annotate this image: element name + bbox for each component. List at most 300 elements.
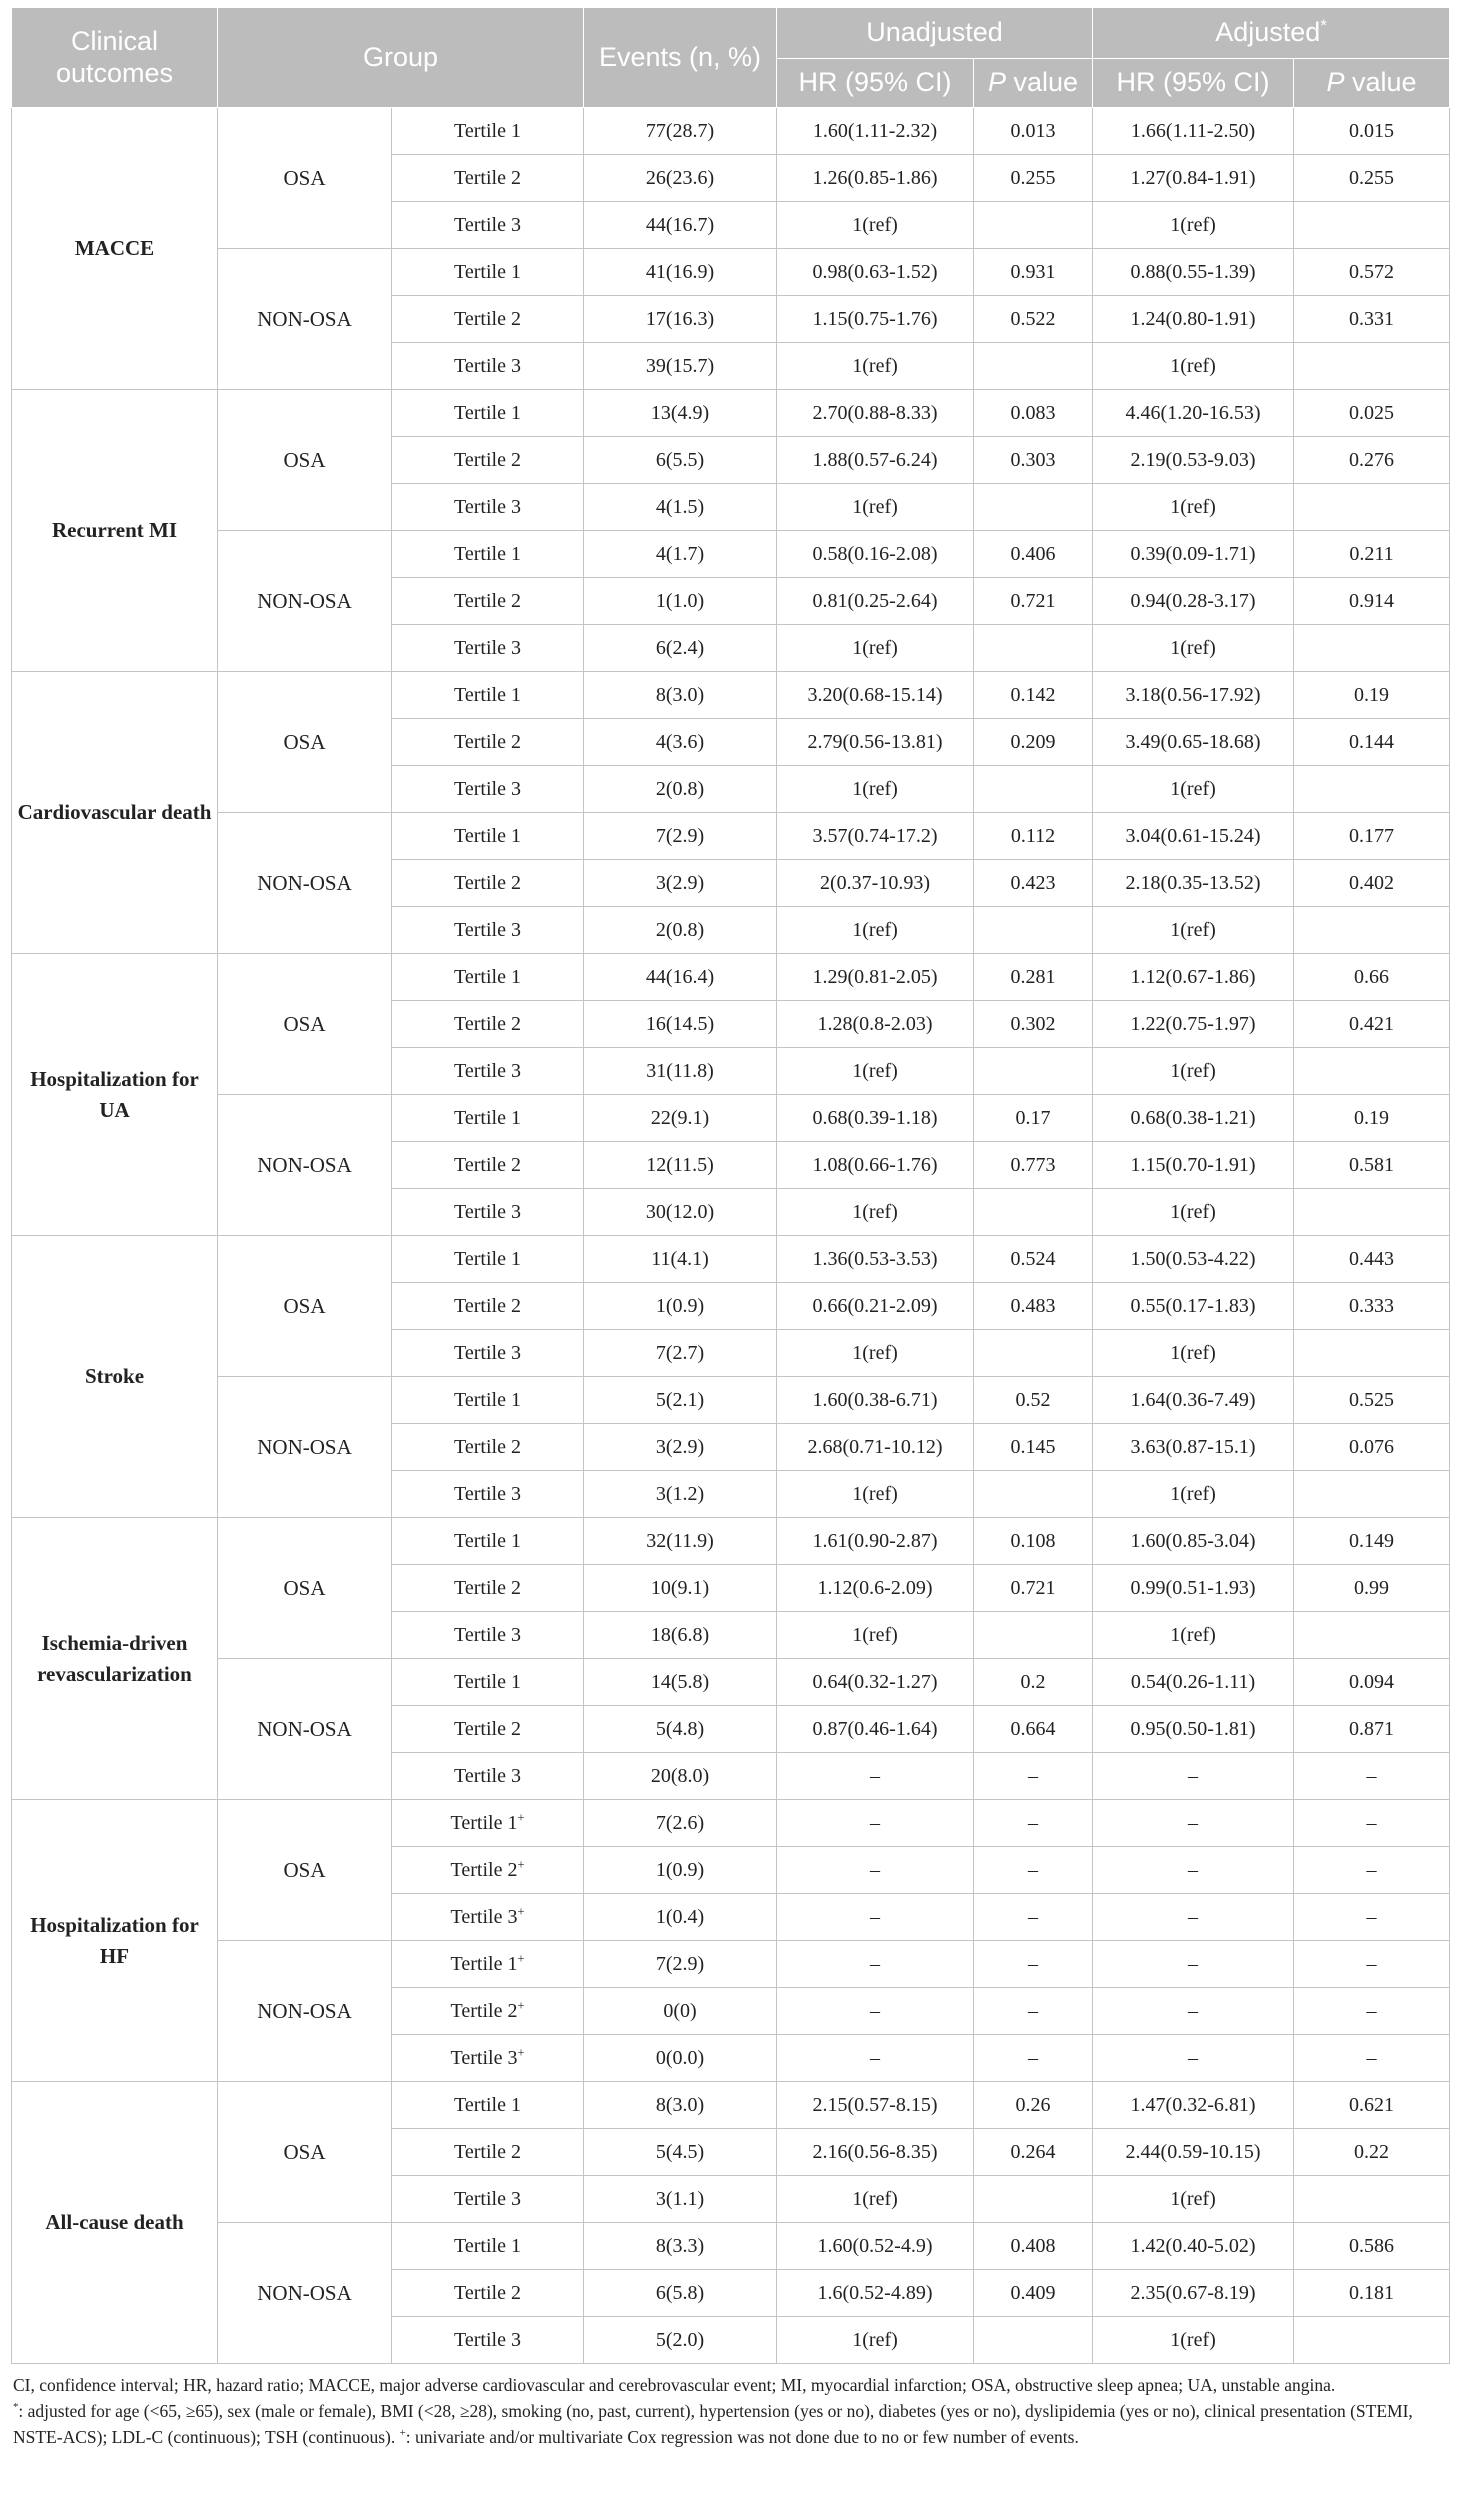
- unadjusted-p-cell: 0.423: [974, 860, 1093, 907]
- adjusted-p-cell: 0.402: [1294, 860, 1450, 907]
- group-name: NON-OSA: [218, 1377, 392, 1518]
- adjusted-p-cell: 0.076: [1294, 1424, 1450, 1471]
- tertile-cell: [392, 813, 584, 860]
- unadjusted-hr-cell: –: [777, 2035, 974, 2082]
- tertile-cell: [392, 625, 584, 672]
- unadjusted-hr-cell: 2.70(0.88-8.33): [777, 390, 974, 437]
- table-header: [12, 8, 1450, 108]
- table-row: [12, 531, 1450, 578]
- tertile-cell: [392, 672, 584, 719]
- adjusted-hr-cell: 3.49(0.65-18.68): [1093, 719, 1294, 766]
- tertile-label: Tertile 3: [454, 636, 521, 659]
- outcome-name: Hospitalization for UA: [12, 954, 218, 1236]
- group-name: NON-OSA: [218, 1659, 392, 1800]
- tertile-label: Tertile 1: [454, 824, 521, 847]
- tertile-label: Tertile 3: [454, 2328, 521, 2351]
- tertile-cell: [392, 343, 584, 390]
- adjusted-p-cell: [1294, 766, 1450, 813]
- events-cell: 2(0.8): [584, 907, 777, 954]
- header-adjusted-p: [1294, 59, 1450, 108]
- tertile-label: Tertile 2: [454, 730, 521, 753]
- unadjusted-hr-cell: 1(ref): [777, 1471, 974, 1518]
- unadjusted-p-cell: [974, 1048, 1093, 1095]
- table-row: [12, 1518, 1450, 1565]
- unadjusted-hr-cell: 1(ref): [777, 1612, 974, 1659]
- adjusted-hr-cell: –: [1093, 1753, 1294, 1800]
- adjusted-p-cell: –: [1294, 1800, 1450, 1847]
- adjusted-p-cell: [1294, 202, 1450, 249]
- tertile-cell: [392, 766, 584, 813]
- adjusted-hr-cell: 1.47(0.32-6.81): [1093, 2082, 1294, 2129]
- table-row: [12, 1659, 1450, 1706]
- adjusted-p-cell: 0.66: [1294, 954, 1450, 1001]
- events-cell: 44(16.7): [584, 202, 777, 249]
- tertile-cell: [392, 249, 584, 296]
- events-cell: 12(11.5): [584, 1142, 777, 1189]
- tertile-label: Tertile 3: [454, 213, 521, 236]
- events-cell: 4(3.6): [584, 719, 777, 766]
- unadjusted-p-cell: 0.013: [974, 108, 1093, 155]
- unadjusted-p-cell: 0.664: [974, 1706, 1093, 1753]
- tertile-label: Tertile 1: [450, 1811, 518, 1834]
- unadjusted-p-cell: [974, 766, 1093, 813]
- unadjusted-hr-cell: 1.28(0.8-2.03): [777, 1001, 974, 1048]
- adjusted-hr-cell: 1(ref): [1093, 484, 1294, 531]
- group-name: NON-OSA: [218, 2223, 392, 2364]
- tertile-cell: [392, 1847, 584, 1894]
- adjusted-p-cell: [1294, 343, 1450, 390]
- adjusted-p-cell: 0.871: [1294, 1706, 1450, 1753]
- adjusted-hr-cell: 1.60(0.85-3.04): [1093, 1518, 1294, 1565]
- unadjusted-p-cell: –: [974, 1753, 1093, 1800]
- adjusted-hr-cell: –: [1093, 1941, 1294, 1988]
- adjusted-hr-cell: –: [1093, 2035, 1294, 2082]
- unadjusted-p-cell: –: [974, 1800, 1093, 1847]
- tertile-cell: [392, 578, 584, 625]
- tertile-cell: [392, 531, 584, 578]
- group-name: OSA: [218, 108, 392, 249]
- adjusted-p-cell: [1294, 1330, 1450, 1377]
- adjusted-hr-cell: 1.12(0.67-1.86): [1093, 954, 1294, 1001]
- unadjusted-hr-cell: 1.6(0.52-4.89): [777, 2270, 974, 2317]
- adjusted-hr-cell: 1.22(0.75-1.97): [1093, 1001, 1294, 1048]
- events-cell: 22(9.1): [584, 1095, 777, 1142]
- tertile-label: Tertile 3: [454, 1200, 521, 1223]
- events-cell: 10(9.1): [584, 1565, 777, 1612]
- events-cell: 32(11.9): [584, 1518, 777, 1565]
- footnote-plus-text: : univariate and/or multivariate Cox regression was not done due to no or few number of events.: [405, 2427, 1079, 2447]
- adjusted-p-cell: [1294, 907, 1450, 954]
- tertile-label: Tertile 1: [454, 1388, 521, 1411]
- unadjusted-hr-cell: 1.60(0.38-6.71): [777, 1377, 974, 1424]
- tertile-cell: [392, 390, 584, 437]
- adjusted-p-cell: –: [1294, 1988, 1450, 2035]
- tertile-label: Tertile 3: [454, 777, 521, 800]
- events-cell: 0(0): [584, 1988, 777, 2035]
- tertile-label: Tertile 1: [454, 1247, 521, 1270]
- tertile-cell: [392, 860, 584, 907]
- events-cell: 7(2.6): [584, 1800, 777, 1847]
- unadjusted-hr-cell: 3.57(0.74-17.2): [777, 813, 974, 860]
- adjusted-hr-cell: 1(ref): [1093, 907, 1294, 954]
- unadjusted-hr-cell: 2.16(0.56-8.35): [777, 2129, 974, 2176]
- adjusted-p-cell: 0.331: [1294, 296, 1450, 343]
- adjusted-p-cell: –: [1294, 1941, 1450, 1988]
- unadjusted-p-cell: 0.522: [974, 296, 1093, 343]
- unadjusted-hr-cell: 0.87(0.46-1.64): [777, 1706, 974, 1753]
- tertile-label: Tertile 2: [454, 1294, 521, 1317]
- events-cell: 3(1.1): [584, 2176, 777, 2223]
- tertile-label: Tertile 1: [454, 542, 521, 565]
- adjusted-p-cell: –: [1294, 1847, 1450, 1894]
- adjusted-p-cell: [1294, 625, 1450, 672]
- adjusted-hr-cell: 1(ref): [1093, 1189, 1294, 1236]
- unadjusted-p-cell: 0.112: [974, 813, 1093, 860]
- tertile-footnote-mark: +: [517, 2044, 525, 2059]
- unadjusted-hr-cell: –: [777, 1800, 974, 1847]
- tertile-label: Tertile 1: [454, 1529, 521, 1552]
- unadjusted-hr-cell: 1.36(0.53-3.53): [777, 1236, 974, 1283]
- tertile-cell: [392, 1659, 584, 1706]
- adjusted-hr-cell: 4.46(1.20-16.53): [1093, 390, 1294, 437]
- unadjusted-p-cell: 0.409: [974, 2270, 1093, 2317]
- adjusted-hr-cell: 0.94(0.28-3.17): [1093, 578, 1294, 625]
- adjusted-hr-cell: 0.68(0.38-1.21): [1093, 1095, 1294, 1142]
- adjusted-p-cell: 0.22: [1294, 2129, 1450, 2176]
- tertile-cell: [392, 1236, 584, 1283]
- adjusted-p-cell: 0.19: [1294, 672, 1450, 719]
- table-footnote: [11, 2372, 1449, 2450]
- tertile-cell: [392, 1565, 584, 1612]
- adjusted-hr-cell: –: [1093, 1894, 1294, 1941]
- adjusted-hr-cell: 2.19(0.53-9.03): [1093, 437, 1294, 484]
- tertile-label: Tertile 1: [454, 1670, 521, 1693]
- unadjusted-p-cell: 0.721: [974, 578, 1093, 625]
- adjusted-hr-cell: 1.64(0.36-7.49): [1093, 1377, 1294, 1424]
- tertile-cell: [392, 1377, 584, 1424]
- unadjusted-p-cell: 0.255: [974, 155, 1093, 202]
- adjusted-p-cell: 0.443: [1294, 1236, 1450, 1283]
- events-cell: 1(0.9): [584, 1283, 777, 1330]
- table-row: [12, 108, 1450, 155]
- group-name: NON-OSA: [218, 813, 392, 954]
- unadjusted-hr-cell: 2.68(0.71-10.12): [777, 1424, 974, 1471]
- adjusted-p-cell: –: [1294, 1894, 1450, 1941]
- events-cell: 11(4.1): [584, 1236, 777, 1283]
- events-cell: 6(5.8): [584, 2270, 777, 2317]
- adjusted-hr-cell: 1.42(0.40-5.02): [1093, 2223, 1294, 2270]
- adjusted-hr-cell: 2.35(0.67-8.19): [1093, 2270, 1294, 2317]
- adjusted-hr-cell: 1.66(1.11-2.50): [1093, 108, 1294, 155]
- tertile-cell: [392, 2035, 584, 2082]
- tertile-cell: [392, 1800, 584, 1847]
- table-row: [12, 813, 1450, 860]
- adjusted-p-cell: [1294, 1048, 1450, 1095]
- events-cell: 2(0.8): [584, 766, 777, 813]
- unadjusted-p-cell: –: [974, 1988, 1093, 2035]
- adjusted-p-cell: –: [1294, 2035, 1450, 2082]
- table-row: [12, 390, 1450, 437]
- tertile-label: Tertile 1: [454, 965, 521, 988]
- unadjusted-p-cell: 0.408: [974, 2223, 1093, 2270]
- events-cell: 17(16.3): [584, 296, 777, 343]
- tertile-cell: [392, 2082, 584, 2129]
- adjusted-p-cell: [1294, 1471, 1450, 1518]
- adjusted-p-cell: [1294, 1189, 1450, 1236]
- unadjusted-hr-cell: 3.20(0.68-15.14): [777, 672, 974, 719]
- tertile-label: Tertile 2: [454, 1717, 521, 1740]
- tertile-label: Tertile 1: [454, 2234, 521, 2257]
- table-row: [12, 672, 1450, 719]
- events-cell: 26(23.6): [584, 155, 777, 202]
- adjusted-p-cell: 0.025: [1294, 390, 1450, 437]
- unadjusted-p-cell: 0.931: [974, 249, 1093, 296]
- adjusted-p-cell: 0.015: [1294, 108, 1450, 155]
- events-cell: 7(2.9): [584, 1941, 777, 1988]
- unadjusted-p-cell: 0.721: [974, 1565, 1093, 1612]
- adjusted-p-cell: 0.525: [1294, 1377, 1450, 1424]
- events-cell: 77(28.7): [584, 108, 777, 155]
- unadjusted-hr-cell: –: [777, 1941, 974, 1988]
- adjusted-hr-cell: 1.15(0.70-1.91): [1093, 1142, 1294, 1189]
- results-table-page: [11, 7, 1449, 2450]
- unadjusted-hr-cell: 1.29(0.81-2.05): [777, 954, 974, 1001]
- adjusted-p-cell: 0.621: [1294, 2082, 1450, 2129]
- tertile-cell: [392, 296, 584, 343]
- events-cell: 3(1.2): [584, 1471, 777, 1518]
- group-name: OSA: [218, 1518, 392, 1659]
- adjusted-hr-cell: 1(ref): [1093, 1612, 1294, 1659]
- adjusted-hr-cell: 1(ref): [1093, 1330, 1294, 1377]
- unadjusted-p-cell: 0.302: [974, 1001, 1093, 1048]
- events-cell: 0(0.0): [584, 2035, 777, 2082]
- tertile-label: Tertile 2: [450, 1999, 518, 2022]
- events-cell: 41(16.9): [584, 249, 777, 296]
- tertile-footnote-mark: +: [517, 1856, 525, 1871]
- adjusted-hr-cell: 0.55(0.17-1.83): [1093, 1283, 1294, 1330]
- unadjusted-hr-cell: 0.64(0.32-1.27): [777, 1659, 974, 1706]
- events-cell: 13(4.9): [584, 390, 777, 437]
- events-cell: 7(2.9): [584, 813, 777, 860]
- tertile-label: Tertile 3: [450, 1905, 518, 1928]
- events-cell: 8(3.0): [584, 672, 777, 719]
- unadjusted-hr-cell: 2.15(0.57-8.15): [777, 2082, 974, 2129]
- events-cell: 31(11.8): [584, 1048, 777, 1095]
- events-cell: 5(4.8): [584, 1706, 777, 1753]
- tertile-label: Tertile 2: [454, 589, 521, 612]
- tertile-label: Tertile 1: [454, 2093, 521, 2116]
- unadjusted-p-cell: [974, 1330, 1093, 1377]
- unadjusted-hr-cell: 0.68(0.39-1.18): [777, 1095, 974, 1142]
- adjusted-hr-cell: 1.27(0.84-1.91): [1093, 155, 1294, 202]
- tertile-cell: [392, 1095, 584, 1142]
- tertile-cell: [392, 2176, 584, 2223]
- unadjusted-p-cell: 0.303: [974, 437, 1093, 484]
- events-cell: 14(5.8): [584, 1659, 777, 1706]
- tertile-cell: [392, 2223, 584, 2270]
- table-row: [12, 249, 1450, 296]
- adjusted-hr-cell: –: [1093, 1847, 1294, 1894]
- unadjusted-hr-cell: 1(ref): [777, 343, 974, 390]
- unadjusted-hr-cell: 1(ref): [777, 1189, 974, 1236]
- header-clinical-outcomes: Clinical outcomes: [12, 8, 218, 108]
- unadjusted-hr-cell: 1(ref): [777, 1048, 974, 1095]
- unadjusted-hr-cell: 1.60(1.11-2.32): [777, 108, 974, 155]
- adjusted-p-cell: 0.211: [1294, 531, 1450, 578]
- unadjusted-p-cell: [974, 1471, 1093, 1518]
- table-row: [12, 954, 1450, 1001]
- tertile-label: Tertile 3: [454, 2187, 521, 2210]
- tertile-cell: [392, 1001, 584, 1048]
- unadjusted-p-cell: 0.264: [974, 2129, 1093, 2176]
- adjusted-hr-cell: 1(ref): [1093, 1048, 1294, 1095]
- unadjusted-hr-cell: 1(ref): [777, 907, 974, 954]
- unadjusted-p-cell: 0.209: [974, 719, 1093, 766]
- adjusted-hr-cell: 3.04(0.61-15.24): [1093, 813, 1294, 860]
- tertile-label: Tertile 2: [454, 2140, 521, 2163]
- unadjusted-hr-cell: 1(ref): [777, 484, 974, 531]
- tertile-cell: [392, 1941, 584, 1988]
- tertile-cell: [392, 2129, 584, 2176]
- outcome-name: Stroke: [12, 1236, 218, 1518]
- tertile-label: Tertile 1: [450, 1952, 518, 1975]
- tertile-cell: [392, 108, 584, 155]
- tertile-cell: [392, 1142, 584, 1189]
- adjusted-p-cell: 0.255: [1294, 155, 1450, 202]
- unadjusted-hr-cell: 1.26(0.85-1.86): [777, 155, 974, 202]
- unadjusted-hr-cell: 1.15(0.75-1.76): [777, 296, 974, 343]
- events-cell: 20(8.0): [584, 1753, 777, 1800]
- unadjusted-p-cell: 0.2: [974, 1659, 1093, 1706]
- unadjusted-p-cell: 0.083: [974, 390, 1093, 437]
- tertile-footnote-mark: +: [517, 1997, 525, 2012]
- unadjusted-p-cell: 0.142: [974, 672, 1093, 719]
- unadjusted-hr-cell: 1.61(0.90-2.87): [777, 1518, 974, 1565]
- unadjusted-p-cell: [974, 1189, 1093, 1236]
- tertile-label: Tertile 2: [454, 448, 521, 471]
- events-cell: 18(6.8): [584, 1612, 777, 1659]
- unadjusted-p-cell: 0.17: [974, 1095, 1093, 1142]
- adjusted-hr-cell: 1(ref): [1093, 625, 1294, 672]
- tertile-label: Tertile 3: [454, 354, 521, 377]
- adjusted-hr-cell: 3.18(0.56-17.92): [1093, 672, 1294, 719]
- group-name: NON-OSA: [218, 531, 392, 672]
- outcome-name: All-cause death: [12, 2082, 218, 2364]
- table-row: [12, 2082, 1450, 2129]
- p-rest: value: [1344, 67, 1417, 98]
- unadjusted-p-cell: 0.108: [974, 1518, 1093, 1565]
- unadjusted-p-cell: –: [974, 1941, 1093, 1988]
- adjusted-p-cell: [1294, 2176, 1450, 2223]
- adjusted-p-cell: 0.177: [1294, 813, 1450, 860]
- unadjusted-hr-cell: 0.98(0.63-1.52): [777, 249, 974, 296]
- adjusted-hr-cell: 0.39(0.09-1.71): [1093, 531, 1294, 578]
- header-adjusted-hr: HR (95% CI): [1093, 59, 1294, 108]
- table-row: [12, 1236, 1450, 1283]
- adjusted-hr-cell: 1(ref): [1093, 202, 1294, 249]
- outcome-name: MACCE: [12, 108, 218, 390]
- unadjusted-p-cell: [974, 1612, 1093, 1659]
- unadjusted-p-cell: 0.145: [974, 1424, 1093, 1471]
- outcome-name: Recurrent MI: [12, 390, 218, 672]
- p-rest: value: [1006, 67, 1079, 98]
- footnote-abbreviations: CI, confidence interval; HR, hazard ratio; MACCE, major adverse cardiovascular and cerebrovascular event; MI, myocardial infarction; OSA, obstructive sleep apnea; UA, unstable angina.: [13, 2375, 1336, 2395]
- unadjusted-p-cell: –: [974, 1847, 1093, 1894]
- adjusted-hr-cell: 0.99(0.51-1.93): [1093, 1565, 1294, 1612]
- unadjusted-p-cell: [974, 343, 1093, 390]
- events-cell: 30(12.0): [584, 1189, 777, 1236]
- unadjusted-hr-cell: –: [777, 1753, 974, 1800]
- events-cell: 1(1.0): [584, 578, 777, 625]
- adjusted-p-cell: 0.99: [1294, 1565, 1450, 1612]
- events-cell: 39(15.7): [584, 343, 777, 390]
- adjusted-hr-cell: 1(ref): [1093, 2317, 1294, 2364]
- adjusted-hr-cell: 1.24(0.80-1.91): [1093, 296, 1294, 343]
- tertile-cell: [392, 484, 584, 531]
- unadjusted-hr-cell: 1(ref): [777, 625, 974, 672]
- adjusted-hr-cell: 3.63(0.87-15.1): [1093, 1424, 1294, 1471]
- header-events: Events (n, %): [584, 8, 777, 108]
- adjusted-p-cell: –: [1294, 1753, 1450, 1800]
- group-name: NON-OSA: [218, 1941, 392, 2082]
- events-cell: 3(2.9): [584, 860, 777, 907]
- group-name: OSA: [218, 672, 392, 813]
- tertile-label: Tertile 3: [454, 1059, 521, 1082]
- events-cell: 1(0.4): [584, 1894, 777, 1941]
- tertile-label: Tertile 2: [454, 166, 521, 189]
- unadjusted-hr-cell: 1.88(0.57-6.24): [777, 437, 974, 484]
- adjusted-p-cell: 0.094: [1294, 1659, 1450, 1706]
- tertile-cell: [392, 954, 584, 1001]
- unadjusted-hr-cell: 1(ref): [777, 202, 974, 249]
- tertile-label: Tertile 2: [454, 1153, 521, 1176]
- tertile-label: Tertile 2: [450, 1858, 518, 1881]
- header-unadjusted: Unadjusted: [777, 8, 1093, 59]
- group-name: NON-OSA: [218, 249, 392, 390]
- adjusted-p-cell: 0.421: [1294, 1001, 1450, 1048]
- tertile-cell: [392, 719, 584, 766]
- clinical-outcomes-table: [11, 7, 1450, 2364]
- adjusted-p-cell: 0.181: [1294, 2270, 1450, 2317]
- header-adjusted-label: Adjusted: [1215, 17, 1321, 48]
- group-name: OSA: [218, 390, 392, 531]
- adjusted-hr-cell: 2.18(0.35-13.52): [1093, 860, 1294, 907]
- tertile-cell: [392, 1330, 584, 1377]
- adjusted-hr-cell: 1(ref): [1093, 1471, 1294, 1518]
- tertile-label: Tertile 3: [454, 1623, 521, 1646]
- adjusted-hr-cell: 1(ref): [1093, 343, 1294, 390]
- table-row: [12, 1800, 1450, 1847]
- adjusted-p-cell: 0.149: [1294, 1518, 1450, 1565]
- footnote-adjusted-text: : adjusted for age (<65, ≥65), sex (male or female), BMI (<28, ≥28), smoking (no, past, current), hypertension (yes or no), diabetes (yes or no), dyslipidemia (yes or no), clinical presentation (STEMI, NSTE-ACS); LDL-C (continuous); TSH (continuous).: [13, 2401, 1413, 2447]
- events-cell: 4(1.5): [584, 484, 777, 531]
- tertile-cell: [392, 907, 584, 954]
- unadjusted-hr-cell: –: [777, 1894, 974, 1941]
- tertile-footnote-mark: +: [517, 1809, 525, 1824]
- tertile-label: Tertile 1: [454, 683, 521, 706]
- table-row: [12, 1377, 1450, 1424]
- tertile-cell: [392, 1471, 584, 1518]
- tertile-cell: [392, 2317, 584, 2364]
- tertile-cell: [392, 1283, 584, 1330]
- tertile-label: Tertile 2: [454, 307, 521, 330]
- events-cell: 16(14.5): [584, 1001, 777, 1048]
- table-row: [12, 1095, 1450, 1142]
- events-cell: 8(3.0): [584, 2082, 777, 2129]
- adjusted-hr-cell: 0.95(0.50-1.81): [1093, 1706, 1294, 1753]
- unadjusted-p-cell: 0.406: [974, 531, 1093, 578]
- unadjusted-hr-cell: –: [777, 1847, 974, 1894]
